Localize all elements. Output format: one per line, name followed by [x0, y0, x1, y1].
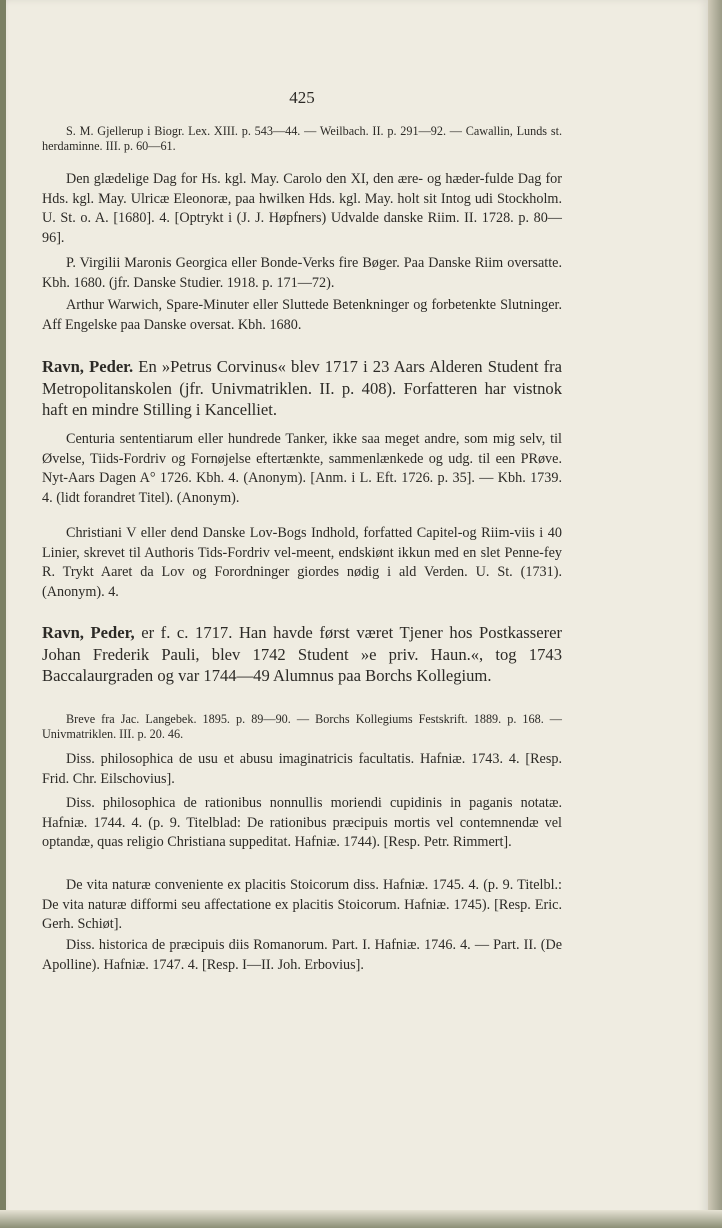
entry-biography: er f. c. 1717. Han havde først været Tjener hos Postkasserer Johan Frederik Pauli, blev 1742 Student »e priv. Haun.«, tog 1743 Baccalaurgraden og var 1744—49 Alumnus paa Borchs Kollegium.	[42, 623, 562, 685]
work-centuria: Centuria sententiarum eller hundrede Tanker, ikke saa meget andre, som mig selv, til Øvelse, Tiids-Fordriv og Fornøjelse eftertænkte, sammenlænkede og udg. til een PRøve. Nyt-Aars Dagen A° 1726. Kbh. 4. (Anonym). [Anm. i L. Eft. 1726. p. 35]. — Kbh. 1739. 4. (lidt forandret Titel). (Anonym).	[42, 431, 562, 506]
work-diss-usu: Diss. philosophica de usu et abusu imaginatricis facultatis. Hafniæ. 1743. 4. [Resp. Frid. Chr. Eilschovius].	[42, 751, 562, 787]
work-christiani-v: Christiani V eller dend Danske Lov-Bogs Indhold, forfatted Capitel-og Riim-viis i 40 Linier, skrevet til Authoris Tids-Fordriv vel-meent, endskiønt ikkun med en slet Penne-fey R. Trykt Aaret da Lov og Forordninger giordes nødig i ald Verden. U. St. (1731). (Anonym). 4.	[42, 525, 562, 600]
work-georgica: P. Virgilii Maronis Georgica eller Bonde-Verks fire Bøger. Paa Danske Riim oversatte. Kbh. 1680. (jfr. Danske Studier. 1918. p. 171—72).	[42, 255, 562, 291]
page-edge-right	[708, 0, 722, 1228]
work-vita-naturae: De vita naturæ conveniente ex placitis Stoicorum diss. Hafniæ. 1745. 4. (p. 9. Titelbl.: De vita naturæ difformi seu affectatione ex placitis Stoicorum. Hafniæ. 1745). [Resp. Eric. Gerh. Schiøt].	[42, 877, 562, 932]
work-diss-historica: Diss. historica de præcipuis diis Romanorum. Part. I. Hafniæ. 1746. 4. — Part. II. (De Apolline). Hafniæ. 1747. 4. [Resp. I—II. Joh. Erbovius].	[42, 937, 562, 973]
page-number: 425	[289, 88, 315, 107]
work-glaedelige-dag: Den glædelige Dag for Hs. kgl. May. Carolo den XI, den ære- og hæder-fulde Dag for Hds. kgl. May. Ulricæ Eleonoræ, paa hwilken Hds. kgl. May. holt sit Intog udi Stockholm. U. St. o. A. [1680]. 4. [Optrykt i (J. J. Høpfners) Udvalde danske Riim. II. 1728. p. 80—96].	[42, 171, 562, 246]
entry-name: Ravn, Peder,	[42, 623, 135, 642]
entry-ravn-peder-1	[42, 356, 562, 421]
entry-ravn-peder-2	[42, 622, 562, 687]
work-diss-rationibus: Diss. philosophica de rationibus nonnullis moriendi cupidinis in paganis notatæ. Hafniæ. 1744. 4. (p. 9. Titelblad: De rationibus præcipuis mortis vel contemnendæ vel optandæ, quas religio Christiana suppeditat. Hafniæ. 1744). [Resp. Petr. Rimmert].	[42, 795, 562, 850]
entry-biography: En »Petrus Corvinus« blev 1717 i 23 Aars Alderen Student fra Metropolitanskolen (jfr. Univmatriklen. II. p. 408). Forfatteren har vistnok haft en mindre Stilling i Kancelliet.	[42, 357, 562, 419]
reference-langebek: Breve fra Jac. Langebek. 1895. p. 89—90. — Borchs Kollegiums Festskrift. 1889. p. 168. — Univmatriklen. III. p. 20. 46.	[42, 712, 562, 741]
page-edge-bottom	[0, 1210, 722, 1228]
entry-name: Ravn, Peder.	[42, 357, 134, 376]
reference-gjellerup: S. M. Gjellerup i Biogr. Lex. XIII. p. 543—44. — Weilbach. II. p. 291—92. — Cawallin, Lunds st. herdaminne. III. p. 60—61.	[42, 124, 562, 153]
book-page	[6, 0, 710, 1222]
work-spare-minuter: Arthur Warwich, Spare-Minuter eller Sluttede Betenkninger og forbetenkte Slutninger. Aff Engelske paa Danske oversat. Kbh. 1680.	[42, 297, 562, 333]
